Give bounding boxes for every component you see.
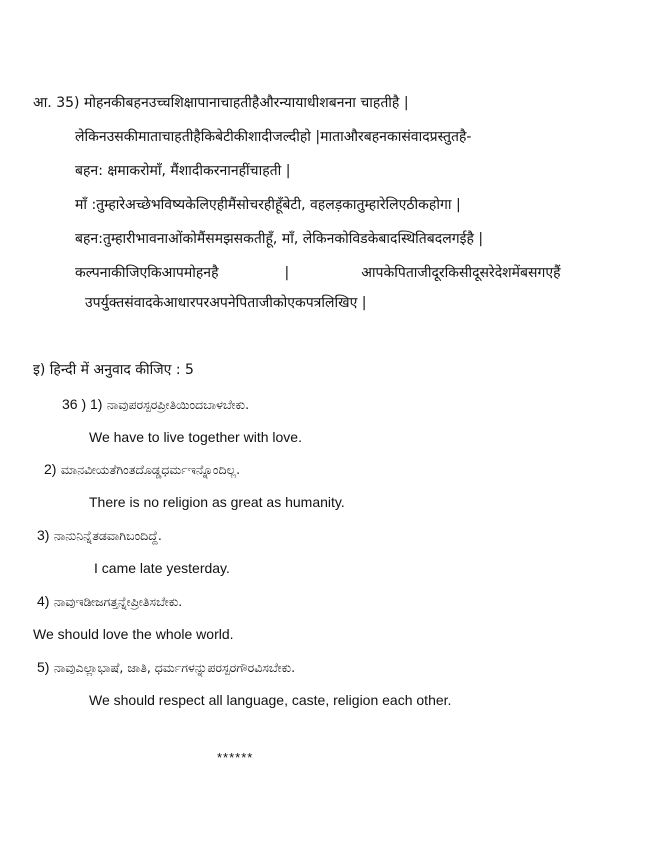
- line-divider: |: [284, 265, 290, 281]
- english-translation-5: We should respect all language, caste, religion each other.: [89, 692, 452, 708]
- translation-item-3: [37, 526, 162, 545]
- item-label: 4): [37, 593, 50, 609]
- kannada-sentence: ನಾನುನಿನ್ನೆತಡವಾಗಿಬಂದಿದ್ದೆ.: [53, 528, 162, 543]
- question-35-label: आ. 35): [33, 95, 80, 111]
- father-abroad-text: आपकेपिताजीदूरकिसीदूसरेदेशमेंबसगएहैं: [361, 265, 561, 281]
- question-35-text: मोहनकीबहनउच्चशिक्षापानाचाहतीहैऔरन्यायाधीशबनना चाहतीहै |: [83, 95, 409, 111]
- translation-item-1: [62, 395, 249, 414]
- item-label: 5): [37, 659, 50, 675]
- item-label: 36 ) 1): [62, 396, 103, 412]
- item-label: 2): [44, 461, 57, 477]
- kannada-sentence: ನಾವುಪರಸ್ಪರಪ್ರೀತಿಯಿಂದಬಾಳಬೇಕು.: [106, 397, 250, 412]
- end-stars: ******: [217, 750, 254, 765]
- translation-heading: इ) हिन्दी में अनुवाद कीजिए : 5: [33, 362, 194, 378]
- letter-instruction: उपर्युक्तसंवादकेआधारपरअपनेपिताजीकोएकपत्रलिखिए |: [85, 295, 367, 311]
- english-translation-2: There is no religion as great as humanity.: [89, 494, 345, 510]
- dialogue-sister-1: बहन: क्षमाकरोमाँ, मैंशादीकरनानहींचाहती |: [75, 163, 291, 179]
- translation-item-5: [37, 658, 295, 677]
- imagine-text: कल्पनाकीजिएकिआपमोहनहै: [75, 265, 219, 281]
- dialogue-sister-2: बहन:तुम्हारीभावनाओंकोमैंसमझसकतीहूँ, माँ, लेकिनकोविडकेबादस्थितिबदलगईहै |: [75, 231, 484, 247]
- item-label: 3): [37, 527, 50, 543]
- kannada-sentence: ಮಾನವೀಯತೆಗಿಂತದೊಡ್ಡಧರ್ಮಇನ್ನೊಂದಿಲ್ಲ.: [60, 462, 241, 477]
- kannada-sentence: ನಾವುಇಡೀಜಗತ್ತನ್ನೇಪ್ರೀತಿಸಬೇಕು.: [53, 594, 183, 609]
- question-35-line-2: लेकिनउसकीमाताचाहतीहैकिबेटीकीशादीजल्दीहो |माताऔरबहनकासंवादप्रस्तुतहै-: [75, 129, 472, 145]
- english-translation-3: I came late yesterday.: [94, 560, 230, 576]
- kannada-sentence: ನಾವುಎಲ್ಲಾಭಾಷೆ, ಜಾತಿ, ಧರ್ಮಗಳನ್ನುಪರಸ್ಪರಗೌರವಿಸಬೇಕು.: [53, 660, 296, 675]
- question-35-line-1: [33, 94, 409, 112]
- english-translation-4: We should love the whole world.: [33, 626, 234, 642]
- translation-item-2: [44, 460, 240, 479]
- question-35-line-6: [75, 264, 561, 282]
- english-translation-1: We have to live together with love.: [89, 429, 302, 445]
- translation-item-4: [37, 592, 182, 611]
- dialogue-mother-1: माँ :तुम्हारेअच्छेभविष्यकेलिएहीमैंसोचरहीहूँबेटी, वहलड़कातुम्हारेलिएठीकहोगा |: [75, 197, 461, 213]
